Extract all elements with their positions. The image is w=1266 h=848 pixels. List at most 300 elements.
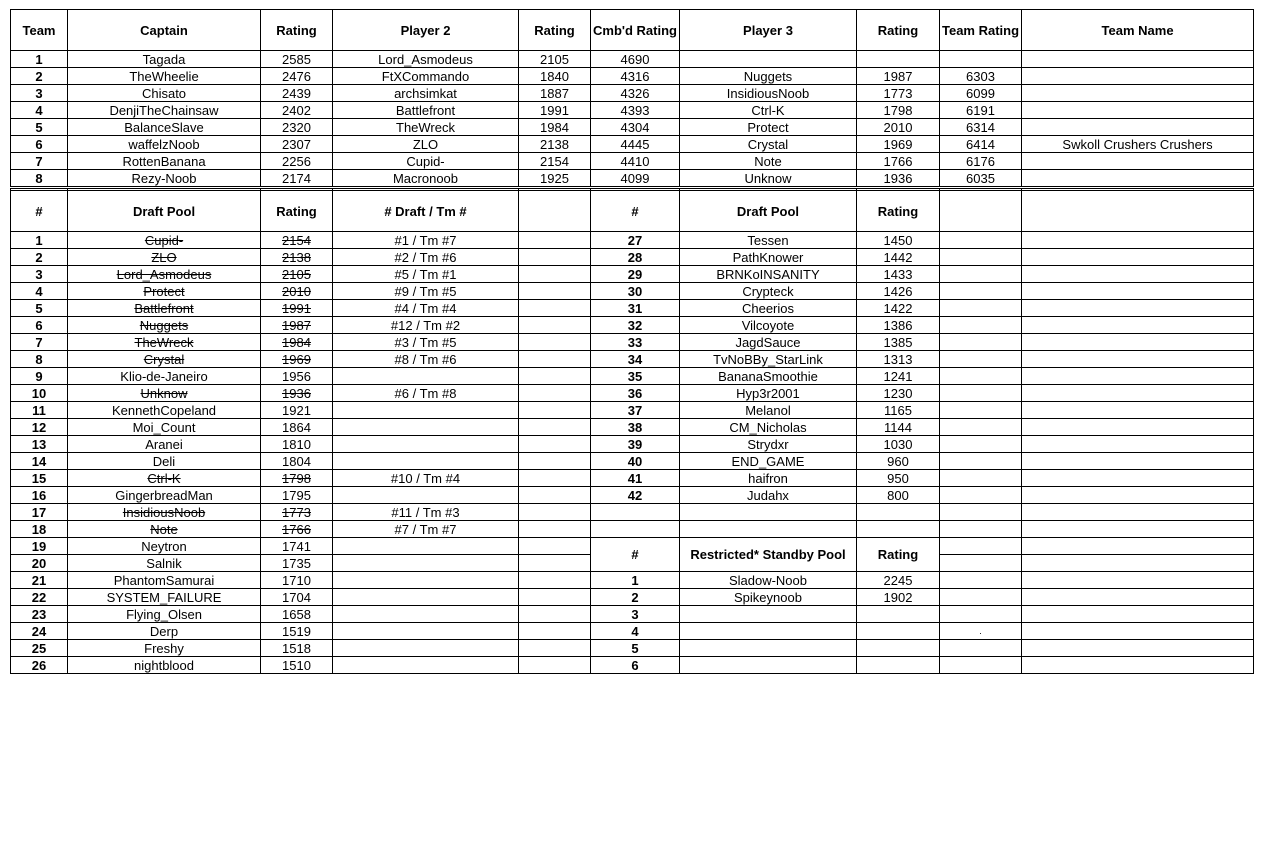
empty-cell — [939, 589, 1021, 606]
draft-num-header-right: # — [591, 191, 680, 232]
draft-player-name: Moi_Count — [68, 419, 261, 436]
draft-number-right: 41 — [591, 470, 680, 487]
team-rating: 6303 — [939, 68, 1021, 85]
empty-cell — [679, 504, 856, 521]
empty-cell — [519, 334, 591, 351]
draft-pick — [333, 453, 519, 470]
empty-cell — [519, 487, 591, 504]
draft-player-name-right: Judahx — [679, 487, 856, 504]
draft-player-name: Nuggets — [68, 317, 261, 334]
draft-number: 26 — [11, 657, 68, 674]
draft-pick — [333, 623, 519, 640]
player3-name: Ctrl-K — [679, 102, 856, 119]
empty-cell — [1022, 487, 1254, 504]
draft-player-name: Freshy — [68, 640, 261, 657]
captain-rating: 2174 — [261, 170, 333, 188]
empty-cell — [1022, 402, 1254, 419]
draft-player-name: KennethCopeland — [68, 402, 261, 419]
empty-cell — [1022, 351, 1254, 368]
draft-pick — [333, 606, 519, 623]
empty-cell — [939, 436, 1021, 453]
draft-player-name-right: BRNKoINSANITY — [679, 266, 856, 283]
draft-number-right: 37 — [591, 402, 680, 419]
draft-player-name: ZLO — [68, 249, 261, 266]
empty-cell — [519, 232, 591, 249]
empty-cell — [939, 266, 1021, 283]
draft-player-rating-right: 1386 — [856, 317, 939, 334]
empty-cell — [939, 385, 1021, 402]
team-number: 6 — [11, 136, 68, 153]
draft-pool-header: Draft Pool — [68, 191, 261, 232]
draft-player-name: Battlefront — [68, 300, 261, 317]
draft-player-rating-right: 1144 — [856, 419, 939, 436]
standby-num-header: # — [591, 538, 680, 572]
empty-cell — [939, 504, 1021, 521]
draft-player-name-right: Tessen — [679, 232, 856, 249]
draft-pick — [333, 640, 519, 657]
standby-number: 4 — [591, 623, 680, 640]
draft-row — [11, 283, 1254, 300]
draft-number: 17 — [11, 504, 68, 521]
draft-num-header: # — [11, 191, 68, 232]
empty-cell — [519, 589, 591, 606]
draft-pick — [333, 402, 519, 419]
draft-pick: #9 / Tm #5 — [333, 283, 519, 300]
draft-row — [11, 419, 1254, 436]
player3-rating: 1969 — [856, 136, 939, 153]
draft-pick: #10 / Tm #4 — [333, 470, 519, 487]
empty-cell — [1022, 436, 1254, 453]
draft-number: 4 — [11, 283, 68, 300]
empty-cell — [939, 232, 1021, 249]
team-name-header: Team Name — [1022, 10, 1254, 51]
standby-player-rating — [856, 657, 939, 674]
draft-player-rating: 1658 — [261, 606, 333, 623]
empty-cell — [1022, 606, 1254, 623]
draft-number: 25 — [11, 640, 68, 657]
draft-pick: #1 / Tm #7 — [333, 232, 519, 249]
draft-player-rating-right: 1030 — [856, 436, 939, 453]
empty-cell — [519, 436, 591, 453]
draft-player-name-right: CM_Nicholas — [679, 419, 856, 436]
empty-cell — [939, 351, 1021, 368]
team-name — [1022, 51, 1254, 68]
player3-header: Player 3 — [679, 10, 856, 51]
empty-cell — [519, 657, 591, 674]
team-name — [1022, 170, 1254, 188]
combined-rating: 4410 — [591, 153, 680, 170]
draft-pick-header: # Draft / Tm # — [333, 191, 519, 232]
draft-row — [11, 538, 1254, 555]
draft-player-rating: 1773 — [261, 504, 333, 521]
captain-name: BalanceSlave — [68, 119, 261, 136]
player3-rating — [856, 51, 939, 68]
empty-cell — [939, 487, 1021, 504]
draft-player-rating: 1510 — [261, 657, 333, 674]
empty-cell — [1022, 232, 1254, 249]
captain-rating: 2307 — [261, 136, 333, 153]
draft-number: 12 — [11, 419, 68, 436]
draft-row — [11, 504, 1254, 521]
team-rating: 6176 — [939, 153, 1021, 170]
draft-pick — [333, 572, 519, 589]
rating-header: Rating — [261, 10, 333, 51]
empty-cell — [1022, 504, 1254, 521]
draft-number: 3 — [11, 266, 68, 283]
draft-player-rating-right: 1385 — [856, 334, 939, 351]
captain-header: Captain — [68, 10, 261, 51]
empty-cell — [856, 521, 939, 538]
draft-player-rating: 1864 — [261, 419, 333, 436]
draft-player-rating: 1804 — [261, 453, 333, 470]
standby-player-rating — [856, 623, 939, 640]
standby-number: 3 — [591, 606, 680, 623]
captain-rating: 2320 — [261, 119, 333, 136]
draft-number: 22 — [11, 589, 68, 606]
empty-cell — [519, 606, 591, 623]
draft-number-right: 27 — [591, 232, 680, 249]
draft-player-rating-right: 950 — [856, 470, 939, 487]
empty-cell — [1022, 266, 1254, 283]
draft-player-name-right: Cheerios — [679, 300, 856, 317]
empty-cell — [1022, 283, 1254, 300]
draft-number: 24 — [11, 623, 68, 640]
draft-number: 5 — [11, 300, 68, 317]
draft-number: 19 — [11, 538, 68, 555]
empty-cell — [1022, 317, 1254, 334]
empty-cell — [1022, 538, 1254, 555]
draft-row — [11, 368, 1254, 385]
player2-name: Macronoob — [333, 170, 519, 188]
empty-header — [939, 191, 1021, 232]
empty-cell — [939, 402, 1021, 419]
captain-name: Chisato — [68, 85, 261, 102]
standby-number: 2 — [591, 589, 680, 606]
draft-player-name-right: PathKnower — [679, 249, 856, 266]
empty-cell — [939, 640, 1021, 657]
draft-player-name: Derp — [68, 623, 261, 640]
draft-player-name: Lord_Asmodeus — [68, 266, 261, 283]
empty-cell — [519, 266, 591, 283]
combined-rating: 4445 — [591, 136, 680, 153]
standby-player-name — [679, 606, 856, 623]
player2-rating: 2138 — [519, 136, 591, 153]
standby-player-name — [679, 657, 856, 674]
team-header: Team — [11, 10, 68, 51]
player3-rating: 1936 — [856, 170, 939, 188]
player3-name: InsidiousNoob — [679, 85, 856, 102]
team-row — [11, 119, 1254, 136]
draft-player-name: Crystal — [68, 351, 261, 368]
team-name — [1022, 85, 1254, 102]
draft-player-rating: 1766 — [261, 521, 333, 538]
team-name — [1022, 153, 1254, 170]
draft-player-name: InsidiousNoob — [68, 504, 261, 521]
draft-number: 13 — [11, 436, 68, 453]
draft-row — [11, 317, 1254, 334]
draft-number: 18 — [11, 521, 68, 538]
draft-number: 21 — [11, 572, 68, 589]
empty-cell — [1022, 521, 1254, 538]
draft-player-rating: 1704 — [261, 589, 333, 606]
draft-player-rating-right: 960 — [856, 453, 939, 470]
player3-rating: 1798 — [856, 102, 939, 119]
empty-cell — [519, 368, 591, 385]
draft-number-right: 33 — [591, 334, 680, 351]
team-number: 8 — [11, 170, 68, 188]
draft-row — [11, 521, 1254, 538]
draft-player-name-right: Crypteck — [679, 283, 856, 300]
empty-cell — [519, 504, 591, 521]
draft-pick: #12 / Tm #2 — [333, 317, 519, 334]
draft-player-name-right: JagdSauce — [679, 334, 856, 351]
draft-header-row — [11, 191, 1254, 232]
empty-header — [1022, 191, 1254, 232]
draft-player-rating-right: 1313 — [856, 351, 939, 368]
draft-number: 9 — [11, 368, 68, 385]
draft-player-name: TheWreck — [68, 334, 261, 351]
draft-row — [11, 470, 1254, 487]
draft-number: 14 — [11, 453, 68, 470]
player3-rating: 1987 — [856, 68, 939, 85]
player3-rating: 2010 — [856, 119, 939, 136]
team-row — [11, 153, 1254, 170]
standby-player-rating: 1902 — [856, 589, 939, 606]
draft-row — [11, 402, 1254, 419]
standby-player-rating: 2245 — [856, 572, 939, 589]
draft-player-name-right: Hyp3r2001 — [679, 385, 856, 402]
captain-rating: 2256 — [261, 153, 333, 170]
standby-player-rating — [856, 606, 939, 623]
draft-pick — [333, 538, 519, 555]
empty-cell — [1022, 334, 1254, 351]
draft-number-right: 30 — [591, 283, 680, 300]
draft-player-name: GingerbreadMan — [68, 487, 261, 504]
empty-cell — [1022, 453, 1254, 470]
empty-cell — [1022, 640, 1254, 657]
captain-rating: 2402 — [261, 102, 333, 119]
draft-row — [11, 385, 1254, 402]
draft-player-name-right: Strydxr — [679, 436, 856, 453]
player3-name — [679, 51, 856, 68]
draft-number-right: 34 — [591, 351, 680, 368]
player2-name: FtXCommando — [333, 68, 519, 85]
empty-cell — [939, 606, 1021, 623]
draft-row — [11, 266, 1254, 283]
team-rating: 6035 — [939, 170, 1021, 188]
player3-name: Unknow — [679, 170, 856, 188]
captain-name: RottenBanana — [68, 153, 261, 170]
empty-cell — [1022, 623, 1254, 640]
empty-cell — [939, 249, 1021, 266]
draft-row — [11, 640, 1254, 657]
player3-name: Nuggets — [679, 68, 856, 85]
team-rating-header: Team Rating — [939, 10, 1021, 51]
team-rating: 6099 — [939, 85, 1021, 102]
empty-cell — [679, 521, 856, 538]
empty-cell — [519, 572, 591, 589]
draft-number: 7 — [11, 334, 68, 351]
draft-pick: #6 / Tm #8 — [333, 385, 519, 402]
draft-number: 16 — [11, 487, 68, 504]
empty-header — [519, 191, 591, 232]
empty-cell — [519, 555, 591, 572]
player3-name: Crystal — [679, 136, 856, 153]
empty-cell — [939, 538, 1021, 555]
draft-number-right: 32 — [591, 317, 680, 334]
draft-player-name-right: Vilcoyote — [679, 317, 856, 334]
standby-player-name — [679, 640, 856, 657]
draft-pick — [333, 589, 519, 606]
standby-player-name: Sladow-Noob — [679, 572, 856, 589]
empty-cell — [939, 453, 1021, 470]
rating3-header: Rating — [856, 10, 939, 51]
empty-cell — [939, 283, 1021, 300]
standby-player-rating — [856, 640, 939, 657]
empty-cell — [591, 504, 680, 521]
team-number: 3 — [11, 85, 68, 102]
combined-rating: 4316 — [591, 68, 680, 85]
standby-number: 5 — [591, 640, 680, 657]
draft-player-rating: 1798 — [261, 470, 333, 487]
empty-cell — [939, 334, 1021, 351]
standby-player-name: Spikeynoob — [679, 589, 856, 606]
empty-cell — [939, 300, 1021, 317]
team-row — [11, 170, 1254, 188]
combined-rating: 4099 — [591, 170, 680, 188]
empty-cell — [519, 453, 591, 470]
draft-sheet — [10, 9, 1254, 674]
draft-player-name: Ctrl-K — [68, 470, 261, 487]
empty-cell — [1022, 385, 1254, 402]
captain-name: Rezy-Noob — [68, 170, 261, 188]
draft-number-right: 35 — [591, 368, 680, 385]
draft-player-rating-right: 1433 — [856, 266, 939, 283]
draft-number-right: 42 — [591, 487, 680, 504]
draft-row — [11, 487, 1254, 504]
draft-player-name: Salnik — [68, 555, 261, 572]
player2-rating: 1991 — [519, 102, 591, 119]
captain-name: TheWheelie — [68, 68, 261, 85]
draft-player-rating: 1710 — [261, 572, 333, 589]
draft-row — [11, 232, 1254, 249]
player2-header: Player 2 — [333, 10, 519, 51]
empty-cell — [939, 555, 1021, 572]
captain-name: DenjiTheChainsaw — [68, 102, 261, 119]
player3-name: Note — [679, 153, 856, 170]
team-number: 1 — [11, 51, 68, 68]
draft-player-rating: 1735 — [261, 555, 333, 572]
draft-player-rating: 2138 — [261, 249, 333, 266]
draft-row — [11, 249, 1254, 266]
draft-row — [11, 623, 1254, 640]
empty-cell — [519, 470, 591, 487]
draft-row — [11, 436, 1254, 453]
empty-cell — [1022, 470, 1254, 487]
empty-cell — [939, 317, 1021, 334]
draft-row — [11, 606, 1254, 623]
draft-player-name: Note — [68, 521, 261, 538]
draft-player-rating-right: 800 — [856, 487, 939, 504]
draft-rating-header: Rating — [261, 191, 333, 232]
draft-table — [10, 9, 1254, 674]
team-rating: 6414 — [939, 136, 1021, 153]
draft-number: 20 — [11, 555, 68, 572]
empty-cell — [519, 623, 591, 640]
draft-player-name-right: haifron — [679, 470, 856, 487]
captain-name: waffelzNoob — [68, 136, 261, 153]
draft-pick — [333, 555, 519, 572]
player2-rating: 2105 — [519, 51, 591, 68]
empty-cell — [519, 640, 591, 657]
empty-cell — [939, 572, 1021, 589]
draft-player-rating-right: 1165 — [856, 402, 939, 419]
player2-name: TheWreck — [333, 119, 519, 136]
draft-pick: #3 / Tm #5 — [333, 334, 519, 351]
draft-player-name: SYSTEM_FAILURE — [68, 589, 261, 606]
team-rating: 6191 — [939, 102, 1021, 119]
draft-player-name-right: BananaSmoothie — [679, 368, 856, 385]
team-number: 4 — [11, 102, 68, 119]
draft-number: 23 — [11, 606, 68, 623]
standby-number: 6 — [591, 657, 680, 674]
draft-rating-header-right: Rating — [856, 191, 939, 232]
draft-pick: #8 / Tm #6 — [333, 351, 519, 368]
draft-player-name: Deli — [68, 453, 261, 470]
empty-cell — [519, 300, 591, 317]
empty-cell — [856, 504, 939, 521]
empty-cell — [1022, 555, 1254, 572]
standby-number: 1 — [591, 572, 680, 589]
draft-pool-header-right: Draft Pool — [679, 191, 856, 232]
team-row — [11, 136, 1254, 153]
draft-row — [11, 334, 1254, 351]
teams-header-row — [11, 10, 1254, 51]
draft-player-rating-right: 1450 — [856, 232, 939, 249]
empty-cell — [939, 419, 1021, 436]
team-rating: 6314 — [939, 119, 1021, 136]
draft-row — [11, 657, 1254, 674]
draft-pick — [333, 436, 519, 453]
empty-cell — [519, 521, 591, 538]
combined-rating: 4326 — [591, 85, 680, 102]
draft-row — [11, 453, 1254, 470]
captain-name: Tagada — [68, 51, 261, 68]
team-number: 5 — [11, 119, 68, 136]
empty-cell — [1022, 249, 1254, 266]
player2-rating: 1840 — [519, 68, 591, 85]
draft-pick: #7 / Tm #7 — [333, 521, 519, 538]
standby-pool-header: Restricted* Standby Pool — [679, 538, 856, 572]
draft-number: 10 — [11, 385, 68, 402]
draft-player-rating: 1795 — [261, 487, 333, 504]
draft-player-rating-right: 1426 — [856, 283, 939, 300]
draft-player-rating: 1987 — [261, 317, 333, 334]
draft-row — [11, 300, 1254, 317]
empty-cell — [1022, 657, 1254, 674]
empty-cell — [939, 521, 1021, 538]
draft-pick — [333, 419, 519, 436]
team-name — [1022, 68, 1254, 85]
draft-player-rating: 1921 — [261, 402, 333, 419]
empty-cell — [519, 538, 591, 555]
captain-rating: 2585 — [261, 51, 333, 68]
draft-pick: #5 / Tm #1 — [333, 266, 519, 283]
player3-name: Protect — [679, 119, 856, 136]
team-row — [11, 68, 1254, 85]
draft-player-name: nightblood — [68, 657, 261, 674]
draft-player-rating: 1991 — [261, 300, 333, 317]
